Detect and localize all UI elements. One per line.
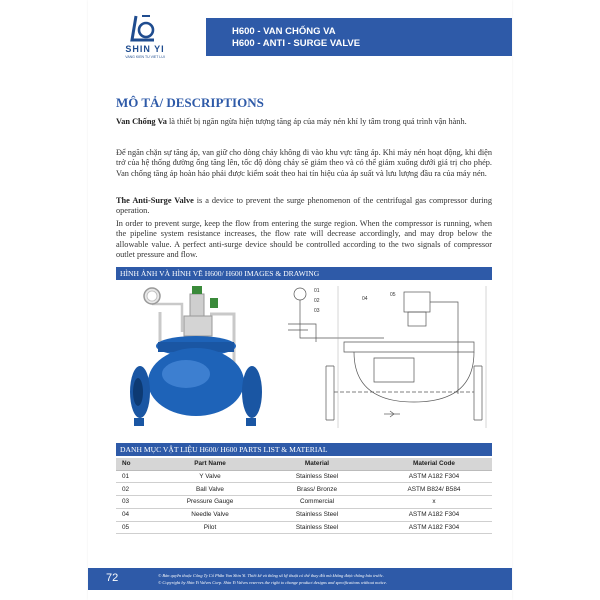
parts-table (116, 458, 492, 534)
parts-table-header-row (116, 458, 492, 470)
page-header (88, 12, 512, 62)
cell-no: 03 (116, 496, 162, 509)
copyright-vi: © Bản quyền thuộc Công Ty Cổ Phần Van Shin Yi. Thiết kế và thông số kỹ thuật có thể thay đổi mà không được thông báo trước. (158, 573, 384, 578)
cell-part-name: Needle Valve (162, 508, 258, 521)
page-number: 72 (106, 572, 119, 584)
cell-no: 02 (116, 483, 162, 496)
table-row (116, 508, 492, 521)
parts-section-band: DANH MỤC VẬT LIỆU H600/ H600 PARTS LIST & MATERIAL (116, 443, 492, 456)
table-row (116, 470, 492, 483)
logo (88, 12, 198, 62)
copyright-en: © Copyright by Shin Yi Valves Corp. Shin Yi Valves reserves the right to change product designs and specifications without notice. (158, 580, 387, 585)
valve-photo (122, 282, 262, 428)
catalog-page (88, 0, 512, 600)
cell-material-code: ASTM A182 F304 (376, 508, 492, 521)
cell-material-code: ASTM A182 F304 (376, 470, 492, 483)
cell-part-name: Y Valve (162, 470, 258, 483)
column-header-material-code: Material Code (376, 458, 492, 470)
cell-material: Commercial (258, 496, 376, 509)
description-en-intro (116, 196, 492, 217)
logo-name: SHIN YI (125, 44, 165, 54)
cell-material: Brass/ Bronze (258, 483, 376, 496)
column-header-no: No (116, 458, 162, 470)
title-vi: H600 - VAN CHỐNG VA (232, 26, 336, 37)
cell-part-name: Pilot (162, 521, 258, 534)
cell-material-code: x (376, 496, 492, 509)
column-header-part-name: Part Name (162, 458, 258, 470)
descriptions-heading: MÔ TẢ/ DESCRIPTIONS (116, 95, 264, 110)
description-en-body: In order to prevent surge, keep the flow from entering the surge region. When the compressor is running, when the pipeline system resistance increases, the flow rate will decrease accordingly, and may drop below the allowable value. A perfect anti-surge device should be controlled according to the two signals of compressor outlet pressure and flow. (116, 219, 492, 260)
drawing-label-01: 01 (314, 288, 320, 294)
description-vi-lead: Van Chống Va (116, 117, 167, 126)
cell-part-name: Ball Valve (162, 483, 258, 496)
cell-material: Stainless Steel (258, 521, 376, 534)
description-en-lead: The Anti-Surge Valve (116, 196, 194, 205)
drawing-label-05: 05 (390, 292, 396, 298)
logo-tagline: VANG KIEN TU VIET LUI (125, 55, 165, 59)
cell-material-code: ASTM A182 F304 (376, 521, 492, 534)
cell-material-code: ASTM B824/ B584 (376, 483, 492, 496)
description-vi-intro (116, 117, 492, 127)
page-footer (88, 568, 512, 590)
drawing-label-04: 04 (362, 296, 368, 302)
table-row (116, 521, 492, 534)
column-header-material: Material (258, 458, 376, 470)
title-bar (206, 18, 512, 56)
description-vi-body: Để ngăn chặn sự tăng áp, van giữ cho dòng chảy không đi vào khu vực tăng áp. Khi máy nén hoạt động, khi điện trở của hệ thống đường ống tăng lên, tốc độ dòng chảy sẽ giảm theo và có thể giảm xuống dưới giá trị cho phép. Van chống tăng áp hoàn hảo phải được kiểm soát theo hai tín hiệu của áp suất và lưu lượng đầu ra của máy nén. (116, 148, 492, 178)
table-row (116, 483, 492, 496)
description-vi-p1: là thiết bị ngăn ngừa hiện tượng tăng áp của máy nén khí ly tâm trong quá trình vận hành. (166, 117, 467, 126)
cell-material: Stainless Steel (258, 508, 376, 521)
images-section-band: HÌNH ẢNH VÀ HÌNH VẼ H600/ H600 IMAGES & DRAWING (116, 267, 492, 280)
description-en-p1: is a device to prevent the surge phenomenon of the centrifugal gas compressor during operation. (116, 196, 492, 216)
cell-no: 01 (116, 470, 162, 483)
valve-technical-drawing (274, 282, 488, 432)
drawing-label-02: 02 (314, 298, 320, 304)
drawing-label-03: 03 (314, 308, 320, 314)
cell-no: 04 (116, 508, 162, 521)
cell-material: Stainless Steel (258, 470, 376, 483)
table-row (116, 496, 492, 509)
cell-no: 05 (116, 521, 162, 534)
title-en: H600 - ANTI - SURGE VALVE (232, 38, 361, 49)
shin-yi-logo-icon (126, 14, 160, 44)
cell-part-name: Pressure Gauge (162, 496, 258, 509)
